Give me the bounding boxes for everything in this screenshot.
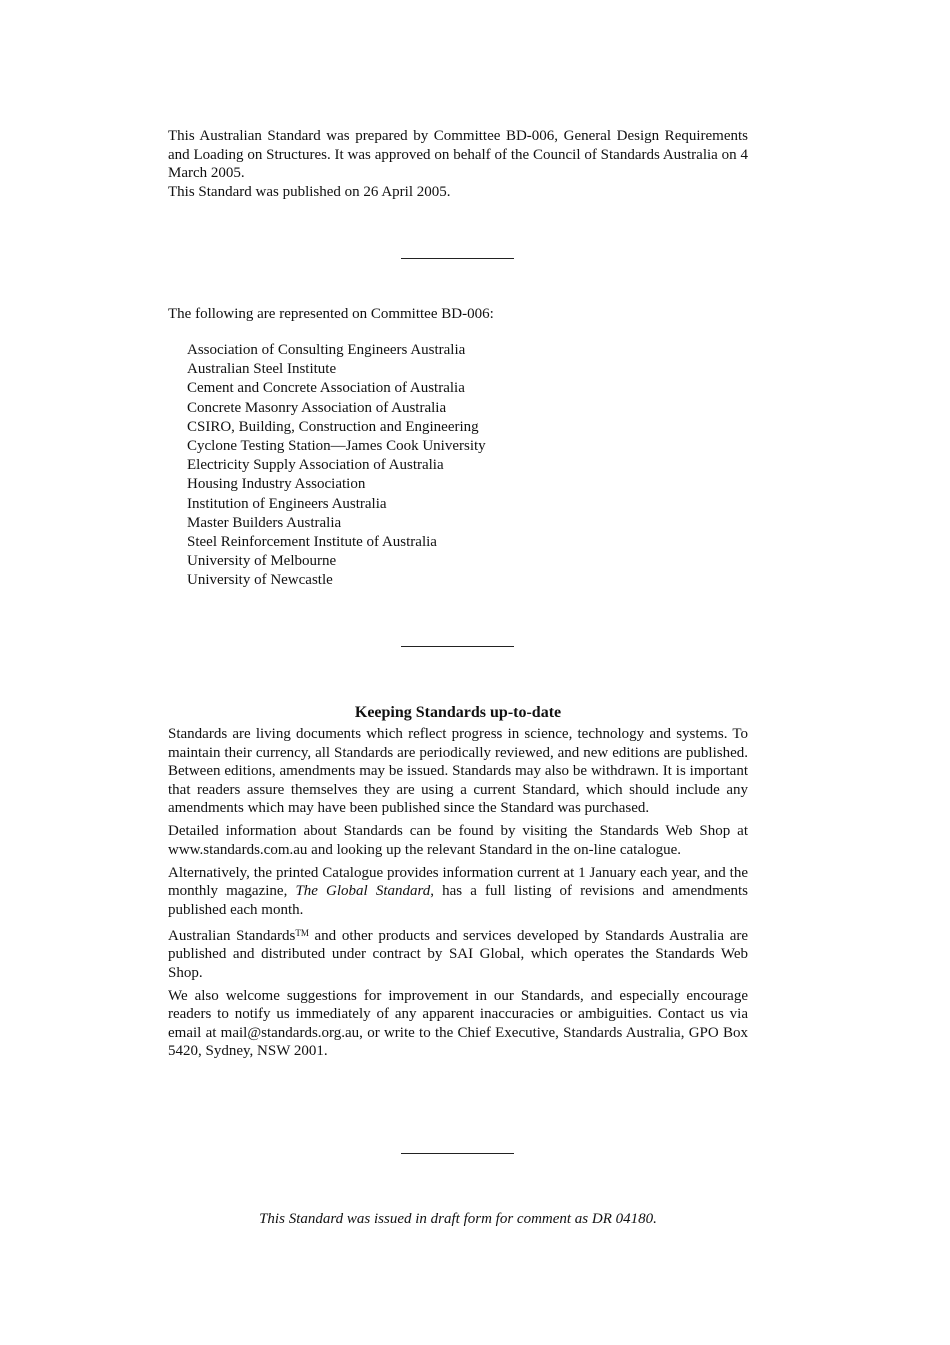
- section-title: Keeping Standards up-to-date: [354, 704, 562, 721]
- section-divider-3: [401, 1153, 514, 1154]
- committee-member: Master Builders Australia: [187, 514, 342, 531]
- committee-member-list: [187, 341, 486, 591]
- trademark-mark: TM: [295, 927, 309, 938]
- intro-block: [168, 127, 748, 201]
- committee-member: Concrete Masonry Association of Australia: [187, 399, 447, 416]
- section-divider-1: [401, 258, 514, 259]
- committee-member: Housing Industry Association: [187, 476, 366, 493]
- section-divider-2: [401, 646, 514, 647]
- suggestions-paragraph: We also welcome suggestions for improvement in our Standards, and especially encourage readers to notify us immediately of any apparent inaccuracies or ambiguities. Contact us via email at mail@standards.org.au, or write to the Chief Executive, Standards Australia, GPO Box 5420, Sydney, NSW 2001.: [168, 987, 748, 1059]
- committee-member: Cyclone Testing Station—James Cook University: [187, 438, 486, 455]
- draft-note: This Standard was issued in draft form for comment as DR 04180.: [259, 1211, 657, 1227]
- committee-member: University of Newcastle: [187, 572, 333, 589]
- catalogue-paragraph: [168, 864, 748, 920]
- committee-member: Steel Reinforcement Institute of Australia: [187, 534, 437, 551]
- distribution-text-start: Australian Standards: [168, 927, 296, 944]
- keeping-standards-section: [168, 703, 748, 1065]
- committee-member: Electricity Supply Association of Australia: [187, 457, 444, 474]
- magazine-title: The Global Standard: [295, 883, 431, 899]
- web-shop-paragraph: Detailed information about Standards can be found by visiting the Standards Web Shop at www.standards.com.au and looking up the relevant Standard in the on-line catalogue.: [168, 823, 748, 858]
- living-documents-paragraph: Standards are living documents which reflect progress in science, technology and systems. To maintain their currency, all Standards are periodically reviewed, and new editions are published. Between editions, amendments may be issued. Standards may also be withdrawn. It is important that readers assure themselves they are using a current Standard, which should include any amendments which may have been published since the Standard was purchased.: [168, 726, 748, 816]
- distribution-text-end: and other products and services developed by Standards Australia are published and distributed under contract by SAI Global, which operates the Standards Web Shop.: [168, 927, 749, 981]
- committee-heading: The following are represented on Committee BD-006:: [168, 306, 494, 322]
- committee-member: University of Melbourne: [187, 553, 337, 570]
- publication-date-statement: This Standard was published on 26 April 2005.: [168, 183, 451, 200]
- committee-member: Association of Consulting Engineers Australia: [187, 342, 466, 358]
- committee-member: CSIRO, Building, Construction and Engineering: [187, 418, 479, 435]
- committee-member: Cement and Concrete Association of Australia: [187, 380, 465, 397]
- committee-member: Australian Steel Institute: [187, 361, 337, 378]
- approval-statement: This Australian Standard was prepared by Committee BD-006, General Design Requirements and Loading on Structures. It was approved on behalf of the Council of Standards Australia on 4 March 2005.: [168, 128, 748, 181]
- committee-member: Institution of Engineers Australia: [187, 495, 387, 512]
- catalogue-text-end: , has a full listing of revisions and amendments published each month.: [168, 883, 749, 918]
- catalogue-text-start: Alternatively, the printed Catalogue provides information current at 1 January each year, and the monthly magazine,: [168, 864, 748, 899]
- distribution-paragraph: [168, 924, 748, 983]
